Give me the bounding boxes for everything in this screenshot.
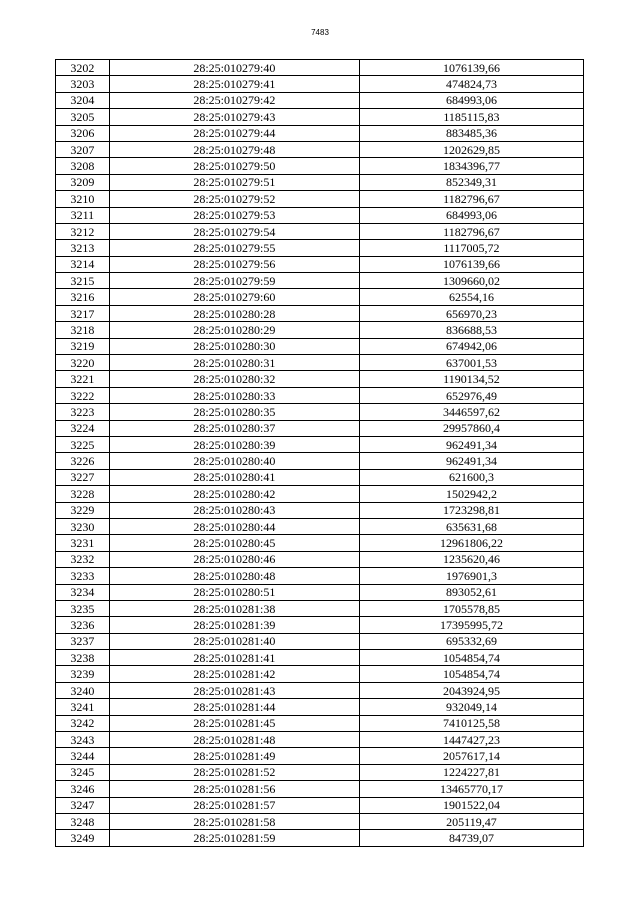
- value-cell: 1224227,81: [359, 764, 583, 780]
- table-row: [56, 240, 584, 256]
- value-cell: 893052,61: [359, 584, 583, 600]
- value-cell: 1235620,46: [359, 551, 583, 567]
- value-cell: 1190134,52: [359, 371, 583, 387]
- table-body: [56, 60, 584, 847]
- cadastral-number-cell: 28:25:010280:41: [109, 469, 359, 485]
- table-row: [56, 387, 584, 403]
- cadastral-number-cell: 28:25:010281:48: [109, 732, 359, 748]
- table-row: [56, 682, 584, 698]
- row-number-cell: 3212: [56, 223, 110, 239]
- table-row: [56, 715, 584, 731]
- cadastral-number-cell: 28:25:010280:42: [109, 486, 359, 502]
- table-row: [56, 502, 584, 518]
- value-cell: 962491,34: [359, 453, 583, 469]
- cadastral-number-cell: 28:25:010281:57: [109, 797, 359, 813]
- table-row: [56, 436, 584, 452]
- value-cell: 12961806,22: [359, 535, 583, 551]
- row-number-cell: 3236: [56, 617, 110, 633]
- table-row: [56, 535, 584, 551]
- row-number-cell: 3241: [56, 699, 110, 715]
- cadastral-number-cell: 28:25:010280:33: [109, 387, 359, 403]
- row-number-cell: 3243: [56, 732, 110, 748]
- cadastral-number-cell: 28:25:010279:53: [109, 207, 359, 223]
- cadastral-number-cell: 28:25:010280:31: [109, 355, 359, 371]
- row-number-cell: 3233: [56, 568, 110, 584]
- value-cell: 1723298,81: [359, 502, 583, 518]
- cadastral-number-cell: 28:25:010281:38: [109, 600, 359, 616]
- value-cell: 1901522,04: [359, 797, 583, 813]
- row-number-cell: 3208: [56, 158, 110, 174]
- table-row: [56, 568, 584, 584]
- cadastral-number-cell: 28:25:010280:32: [109, 371, 359, 387]
- row-number-cell: 3213: [56, 240, 110, 256]
- value-cell: 62554,16: [359, 289, 583, 305]
- cadastral-number-cell: 28:25:010280:44: [109, 518, 359, 534]
- value-cell: 7410125,58: [359, 715, 583, 731]
- row-number-cell: 3228: [56, 486, 110, 502]
- value-cell: 1182796,67: [359, 223, 583, 239]
- cadastral-number-cell: 28:25:010279:50: [109, 158, 359, 174]
- page-number: 7483: [311, 28, 329, 37]
- cadastral-number-cell: 28:25:010280:29: [109, 322, 359, 338]
- value-cell: 674942,06: [359, 338, 583, 354]
- value-cell: 883485,36: [359, 125, 583, 141]
- cadastral-number-cell: 28:25:010281:56: [109, 781, 359, 797]
- cadastral-number-cell: 28:25:010279:55: [109, 240, 359, 256]
- row-number-cell: 3214: [56, 256, 110, 272]
- value-cell: 1447427,23: [359, 732, 583, 748]
- row-number-cell: 3221: [56, 371, 110, 387]
- cadastral-number-cell: 28:25:010281:42: [109, 666, 359, 682]
- table-row: [56, 584, 584, 600]
- table-row: [56, 305, 584, 321]
- cadastral-number-cell: 28:25:010279:41: [109, 76, 359, 92]
- value-cell: 962491,34: [359, 436, 583, 452]
- value-cell: 932049,14: [359, 699, 583, 715]
- row-number-cell: 3249: [56, 830, 110, 846]
- cadastral-number-cell: 28:25:010279:59: [109, 273, 359, 289]
- value-cell: 1076139,66: [359, 60, 583, 76]
- value-cell: 637001,53: [359, 355, 583, 371]
- value-cell: 621600,3: [359, 469, 583, 485]
- value-cell: 652976,49: [359, 387, 583, 403]
- cadastral-number-cell: 28:25:010280:39: [109, 436, 359, 452]
- row-number-cell: 3202: [56, 60, 110, 76]
- table-row: [56, 223, 584, 239]
- value-cell: 84739,07: [359, 830, 583, 846]
- cadastral-number-cell: 28:25:010279:43: [109, 109, 359, 125]
- cadastral-number-cell: 28:25:010281:41: [109, 650, 359, 666]
- row-number-cell: 3203: [56, 76, 110, 92]
- cadastral-number-cell: 28:25:010279:42: [109, 92, 359, 108]
- cadastral-number-cell: 28:25:010281:58: [109, 813, 359, 829]
- table-row: [56, 338, 584, 354]
- value-cell: 1834396,77: [359, 158, 583, 174]
- cadastral-number-cell: 28:25:010281:44: [109, 699, 359, 715]
- table-row: [56, 764, 584, 780]
- value-cell: 656970,23: [359, 305, 583, 321]
- table-row: [56, 273, 584, 289]
- row-number-cell: 3220: [56, 355, 110, 371]
- table-row: [56, 486, 584, 502]
- cadastral-number-cell: 28:25:010280:46: [109, 551, 359, 567]
- table-row: [56, 732, 584, 748]
- row-number-cell: 3206: [56, 125, 110, 141]
- value-cell: 1502942,2: [359, 486, 583, 502]
- value-cell: 1185115,83: [359, 109, 583, 125]
- row-number-cell: 3205: [56, 109, 110, 125]
- cadastral-number-cell: 28:25:010280:28: [109, 305, 359, 321]
- value-cell: 205119,47: [359, 813, 583, 829]
- table-row: [56, 404, 584, 420]
- row-number-cell: 3244: [56, 748, 110, 764]
- row-number-cell: 3223: [56, 404, 110, 420]
- table-row: [56, 174, 584, 190]
- row-number-cell: 3235: [56, 600, 110, 616]
- cadastral-number-cell: 28:25:010279:48: [109, 141, 359, 157]
- row-number-cell: 3226: [56, 453, 110, 469]
- row-number-cell: 3237: [56, 633, 110, 649]
- table-row: [56, 748, 584, 764]
- table-row: [56, 781, 584, 797]
- cadastral-number-cell: 28:25:010281:59: [109, 830, 359, 846]
- cadastral-number-cell: 28:25:010279:51: [109, 174, 359, 190]
- value-cell: 1705578,85: [359, 600, 583, 616]
- row-number-cell: 3218: [56, 322, 110, 338]
- table-row: [56, 551, 584, 567]
- cadastral-number-cell: 28:25:010281:39: [109, 617, 359, 633]
- value-cell: 635631,68: [359, 518, 583, 534]
- cadastral-number-cell: 28:25:010279:40: [109, 60, 359, 76]
- row-number-cell: 3234: [56, 584, 110, 600]
- cadastral-number-cell: 28:25:010280:30: [109, 338, 359, 354]
- table-row: [56, 371, 584, 387]
- value-cell: 684993,06: [359, 207, 583, 223]
- row-number-cell: 3239: [56, 666, 110, 682]
- row-number-cell: 3211: [56, 207, 110, 223]
- table-row: [56, 797, 584, 813]
- table-row: [56, 633, 584, 649]
- cadastral-number-cell: 28:25:010279:44: [109, 125, 359, 141]
- row-number-cell: 3246: [56, 781, 110, 797]
- value-cell: 17395995,72: [359, 617, 583, 633]
- row-number-cell: 3248: [56, 813, 110, 829]
- table-row: [56, 617, 584, 633]
- table-row: [56, 453, 584, 469]
- value-cell: 1309660,02: [359, 273, 583, 289]
- table-row: [56, 830, 584, 846]
- cadastral-number-cell: 28:25:010280:45: [109, 535, 359, 551]
- value-cell: 2043924,95: [359, 682, 583, 698]
- value-cell: 1054854,74: [359, 666, 583, 682]
- value-cell: 836688,53: [359, 322, 583, 338]
- table-row: [56, 469, 584, 485]
- value-cell: 474824,73: [359, 76, 583, 92]
- value-cell: 684993,06: [359, 92, 583, 108]
- table-row: [56, 666, 584, 682]
- cadastral-number-cell: 28:25:010280:43: [109, 502, 359, 518]
- cadastral-number-cell: 28:25:010279:56: [109, 256, 359, 272]
- cadastral-number-cell: 28:25:010281:40: [109, 633, 359, 649]
- table-row: [56, 420, 584, 436]
- table-row: [56, 813, 584, 829]
- cadastral-number-cell: 28:25:010280:48: [109, 568, 359, 584]
- row-number-cell: 3222: [56, 387, 110, 403]
- table-row: [56, 158, 584, 174]
- value-cell: 1182796,67: [359, 191, 583, 207]
- table-row: [56, 141, 584, 157]
- table-row: [56, 256, 584, 272]
- cadastral-number-cell: 28:25:010280:37: [109, 420, 359, 436]
- value-cell: 29957860,4: [359, 420, 583, 436]
- row-number-cell: 3240: [56, 682, 110, 698]
- row-number-cell: 3219: [56, 338, 110, 354]
- table-row: [56, 109, 584, 125]
- table-row: [56, 207, 584, 223]
- value-cell: 3446597,62: [359, 404, 583, 420]
- row-number-cell: 3209: [56, 174, 110, 190]
- cadastral-number-cell: 28:25:010281:45: [109, 715, 359, 731]
- row-number-cell: 3225: [56, 436, 110, 452]
- cadastral-number-cell: 28:25:010281:43: [109, 682, 359, 698]
- cadastral-number-cell: 28:25:010281:49: [109, 748, 359, 764]
- row-number-cell: 3216: [56, 289, 110, 305]
- table-row: [56, 600, 584, 616]
- row-number-cell: 3207: [56, 141, 110, 157]
- table-row: [56, 699, 584, 715]
- row-number-cell: 3247: [56, 797, 110, 813]
- value-cell: 13465770,17: [359, 781, 583, 797]
- value-cell: 1076139,66: [359, 256, 583, 272]
- row-number-cell: 3210: [56, 191, 110, 207]
- row-number-cell: 3232: [56, 551, 110, 567]
- row-number-cell: 3231: [56, 535, 110, 551]
- row-number-cell: 3229: [56, 502, 110, 518]
- cadastral-number-cell: 28:25:010279:54: [109, 223, 359, 239]
- value-cell: 695332,69: [359, 633, 583, 649]
- cadastral-number-cell: 28:25:010280:40: [109, 453, 359, 469]
- table-row: [56, 289, 584, 305]
- table-row: [56, 518, 584, 534]
- value-cell: 1202629,85: [359, 141, 583, 157]
- cadastral-number-cell: 28:25:010280:51: [109, 584, 359, 600]
- table-row: [56, 125, 584, 141]
- row-number-cell: 3204: [56, 92, 110, 108]
- cadastral-number-cell: 28:25:010280:35: [109, 404, 359, 420]
- table-row: [56, 92, 584, 108]
- row-number-cell: 3230: [56, 518, 110, 534]
- value-cell: 852349,31: [359, 174, 583, 190]
- row-number-cell: 3242: [56, 715, 110, 731]
- table-row: [56, 191, 584, 207]
- value-cell: 1054854,74: [359, 650, 583, 666]
- table-row: [56, 76, 584, 92]
- table-row: [56, 355, 584, 371]
- table-row: [56, 60, 584, 76]
- row-number-cell: 3215: [56, 273, 110, 289]
- cadastral-value-table: [55, 59, 584, 847]
- cadastral-number-cell: 28:25:010279:52: [109, 191, 359, 207]
- table-row: [56, 322, 584, 338]
- row-number-cell: 3227: [56, 469, 110, 485]
- row-number-cell: 3217: [56, 305, 110, 321]
- cadastral-number-cell: 28:25:010279:60: [109, 289, 359, 305]
- value-cell: 2057617,14: [359, 748, 583, 764]
- row-number-cell: 3245: [56, 764, 110, 780]
- row-number-cell: 3224: [56, 420, 110, 436]
- row-number-cell: 3238: [56, 650, 110, 666]
- value-cell: 1117005,72: [359, 240, 583, 256]
- value-cell: 1976901,3: [359, 568, 583, 584]
- table-row: [56, 650, 584, 666]
- cadastral-number-cell: 28:25:010281:52: [109, 764, 359, 780]
